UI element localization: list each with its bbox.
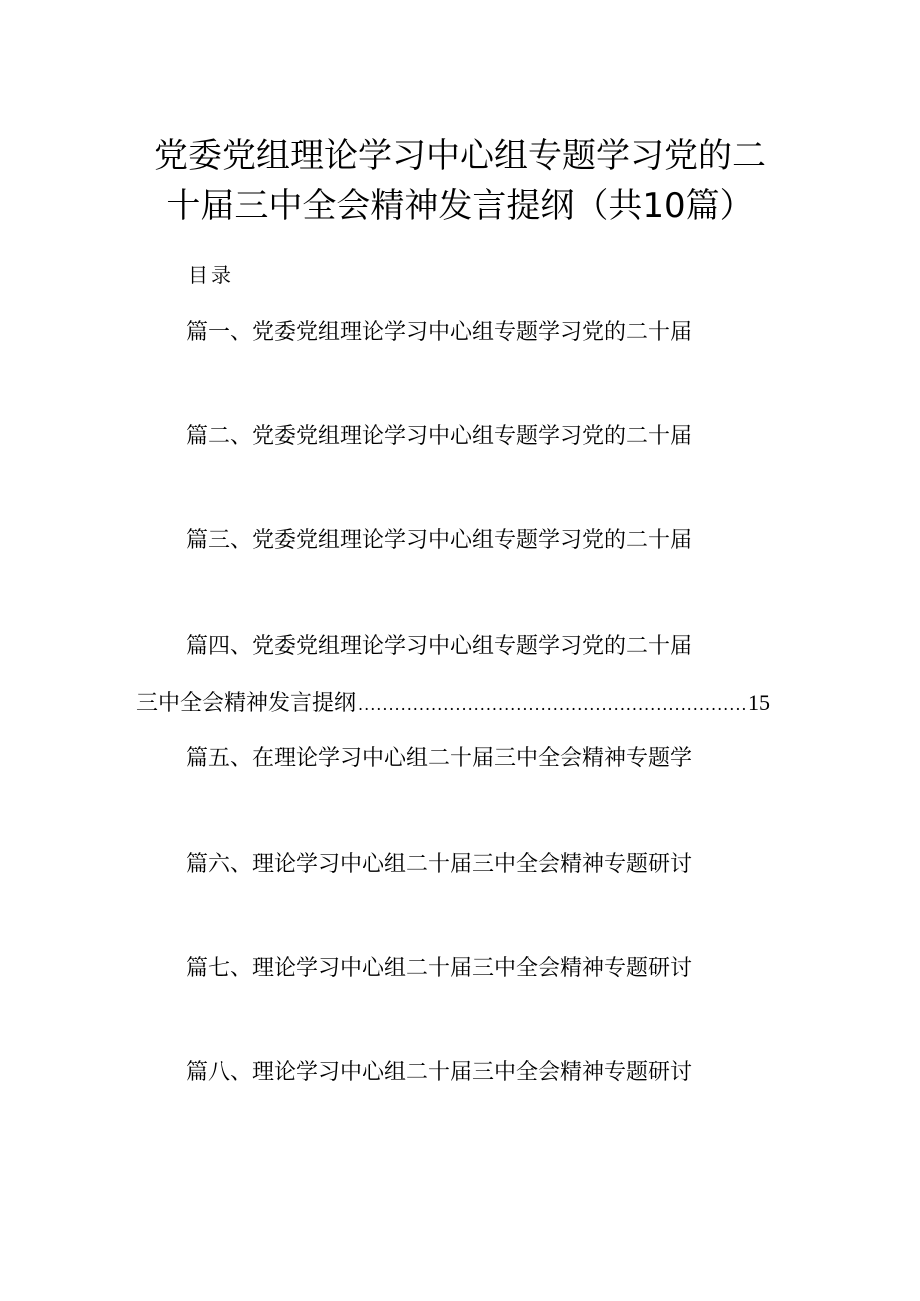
toc-entry-6[interactable]: 篇六、理论学习中心组二十届三中全会精神专题研讨 — [186, 852, 693, 877]
toc-entry-4-page-number: 15 — [748, 690, 770, 715]
document-title-line-2: 十届三中全会精神发言提纲（共10篇） — [166, 186, 754, 226]
toc-entry-2[interactable]: 篇二、党委党组理论学习中心组专题学习党的二十届 — [186, 424, 693, 449]
toc-entry-1[interactable]: 篇一、党委党组理论学习中心组专题学习党的二十届 — [186, 320, 693, 345]
toc-entry-3[interactable]: 篇三、党委党组理论学习中心组专题学习党的二十届 — [186, 528, 693, 553]
toc-entry-4-continuation-text: 三中全会精神发言提纲 — [136, 691, 357, 716]
toc-dot-leader — [358, 690, 746, 720]
toc-entry-5[interactable]: 篇五、在理论学习中心组二十届三中全会精神专题学 — [186, 746, 693, 771]
toc-entry-4[interactable]: 篇四、党委党组理论学习中心组专题学习党的二十届 — [186, 634, 693, 659]
toc-entry-8[interactable]: 篇八、理论学习中心组二十届三中全会精神专题研讨 — [186, 1060, 693, 1085]
toc-heading: 目录 — [188, 263, 234, 287]
document-title-line-1: 党委党组理论学习中心组专题学习党的二 — [154, 136, 766, 176]
toc-entry-4-continuation[interactable] — [136, 688, 770, 718]
toc-entry-7[interactable]: 篇七、理论学习中心组二十届三中全会精神专题研讨 — [186, 956, 693, 981]
